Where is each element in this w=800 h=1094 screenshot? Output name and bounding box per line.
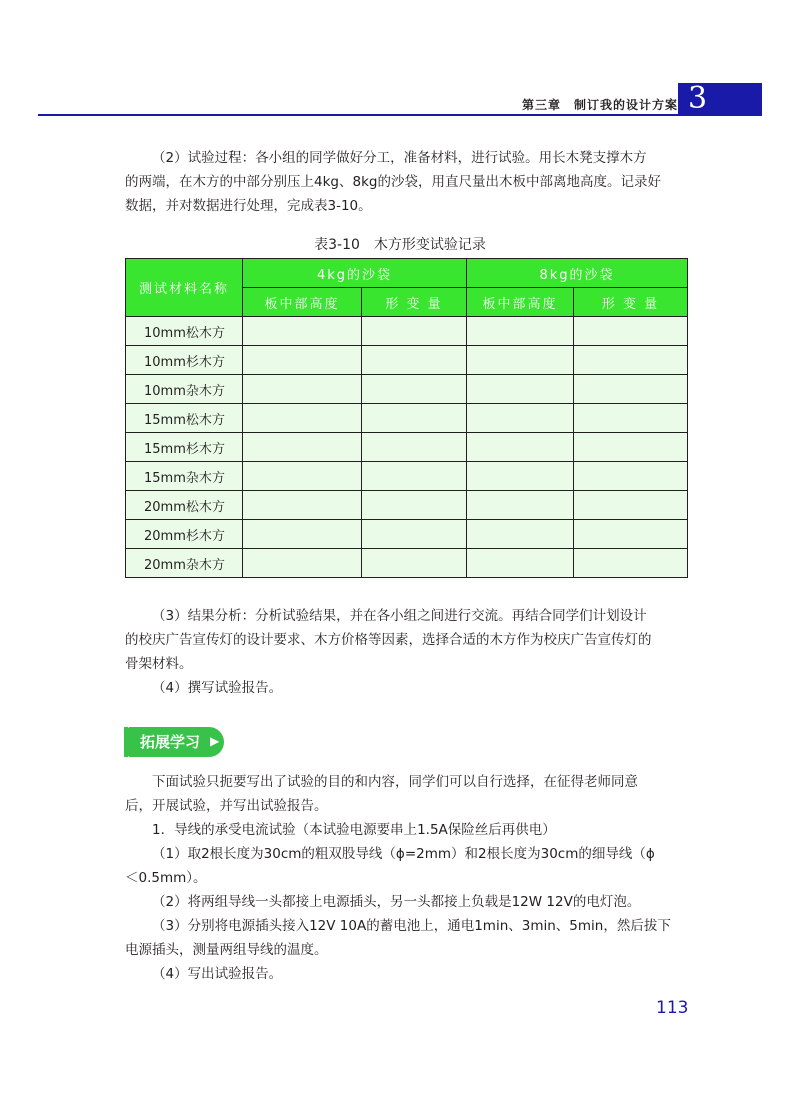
table-row	[126, 404, 688, 433]
subheader-height-8kg: 板中部高度	[467, 288, 574, 317]
data-cell	[467, 462, 574, 491]
material-name: 10mm松木方	[126, 317, 243, 346]
header-8kg: 8kg的沙袋	[467, 259, 688, 288]
data-cell	[467, 346, 574, 375]
data-cell	[243, 404, 362, 433]
table-row	[126, 462, 688, 491]
paragraph-line: （3）分别将电源插头接入12V 10A的蓄电池上，通电1min、3min、5min，然后拔下	[152, 918, 671, 934]
data-cell	[467, 433, 574, 462]
deformation-record-table	[125, 258, 688, 578]
data-cell	[362, 317, 467, 346]
subheader-deform-4kg: 形 变 量	[362, 288, 467, 317]
data-cell	[243, 520, 362, 549]
data-cell	[243, 433, 362, 462]
data-cell	[467, 549, 574, 578]
paragraph-test-process	[125, 146, 690, 218]
data-cell	[467, 375, 574, 404]
data-cell	[467, 404, 574, 433]
material-name: 15mm杉木方	[126, 433, 243, 462]
paragraph-line: （3）结果分析：分析试验结果，并在各小组之间进行交流。再结合同学们计划设计	[152, 608, 647, 624]
paragraph-line: 后，开展试验，并写出试验报告。	[125, 798, 328, 814]
table-row	[126, 346, 688, 375]
data-cell	[243, 317, 362, 346]
paragraph-line: （2）将两组导线一头都接上电源插头，另一头都接上负载是12W 12V的电灯泡。	[152, 894, 641, 910]
paragraph-line: （1）取2根长度为30cm的粗双股导线（ϕ=2mm）和2根长度为30cm的细导线（ϕ	[152, 846, 655, 862]
material-name: 20mm松木方	[126, 491, 243, 520]
experiment-title: 1．导线的承受电流试验（本试验电源要串上1.5A保险丝后再供电）	[152, 822, 556, 838]
data-cell	[362, 491, 467, 520]
subheader-height-4kg: 板中部高度	[243, 288, 362, 317]
material-name: 15mm松木方	[126, 404, 243, 433]
header-material: 测试材料名称	[126, 259, 243, 317]
data-cell	[362, 375, 467, 404]
data-cell	[243, 491, 362, 520]
data-cell	[243, 462, 362, 491]
data-cell	[362, 346, 467, 375]
header-4kg: 4kg的沙袋	[243, 259, 467, 288]
data-cell	[362, 433, 467, 462]
material-name: 10mm杂木方	[126, 375, 243, 404]
table-row	[126, 491, 688, 520]
data-cell	[574, 346, 688, 375]
paragraph-line: 下面试验只扼要写出了试验的目的和内容，同学们可以自行选择，在征得老师同意	[152, 774, 638, 790]
chapter-title: 第三章 制订我的设计方案	[521, 98, 678, 112]
data-cell	[467, 520, 574, 549]
table-row	[126, 433, 688, 462]
header-rule	[38, 114, 698, 116]
material-name: 20mm杉木方	[126, 520, 243, 549]
data-cell	[574, 317, 688, 346]
paragraph-line: （2）试验过程：各小组的同学做好分工，准备材料，进行试验。用长木凳支撑木方	[152, 150, 647, 166]
paragraph-line: 的两端，在木方的中部分别压上4kg、8kg的沙袋，用直尺量出木板中部离地高度。记录好	[125, 174, 661, 190]
material-name: 10mm杉木方	[126, 346, 243, 375]
material-name: 15mm杂木方	[126, 462, 243, 491]
table-caption: 表3-10 木方形变试验记录	[314, 237, 486, 253]
data-cell	[362, 462, 467, 491]
chapter-number: 3	[688, 81, 708, 116]
data-cell	[574, 491, 688, 520]
data-cell	[574, 462, 688, 491]
data-cell	[574, 404, 688, 433]
data-cell	[574, 520, 688, 549]
paragraph-result-analysis	[125, 604, 690, 700]
paragraph-line: 电源插头，测量两组导线的温度。	[125, 942, 328, 958]
data-cell	[243, 549, 362, 578]
data-cell	[362, 549, 467, 578]
material-name: 20mm杂木方	[126, 549, 243, 578]
data-cell	[362, 520, 467, 549]
data-cell	[467, 317, 574, 346]
section-title: 拓展学习	[140, 733, 201, 751]
table-row	[126, 549, 688, 578]
table-row	[126, 375, 688, 404]
table-row	[126, 317, 688, 346]
paragraph-line: 数据，并对数据进行处理，完成表3-10。	[125, 198, 372, 214]
data-cell	[243, 375, 362, 404]
play-arrow-icon: ▶	[210, 734, 220, 748]
data-cell	[467, 491, 574, 520]
data-cell	[574, 549, 688, 578]
data-cell	[243, 346, 362, 375]
extension-content	[125, 770, 690, 986]
subheader-deform-8kg: 形 变 量	[574, 288, 688, 317]
paragraph-line: 的校庆广告宣传灯的设计要求、木方价格等因素，选择合适的木方作为校庆广告宣传灯的	[125, 632, 652, 648]
paragraph-line: （4）写出试验报告。	[152, 966, 283, 982]
data-cell	[574, 375, 688, 404]
paragraph-line: 骨架材料。	[125, 656, 193, 672]
page-number: 113	[656, 998, 689, 1018]
data-cell	[574, 433, 688, 462]
data-cell	[362, 404, 467, 433]
paragraph-line: （4）撰写试验报告。	[152, 680, 283, 696]
paragraph-line: ＜0.5mm）。	[125, 870, 207, 886]
table-row	[126, 520, 688, 549]
